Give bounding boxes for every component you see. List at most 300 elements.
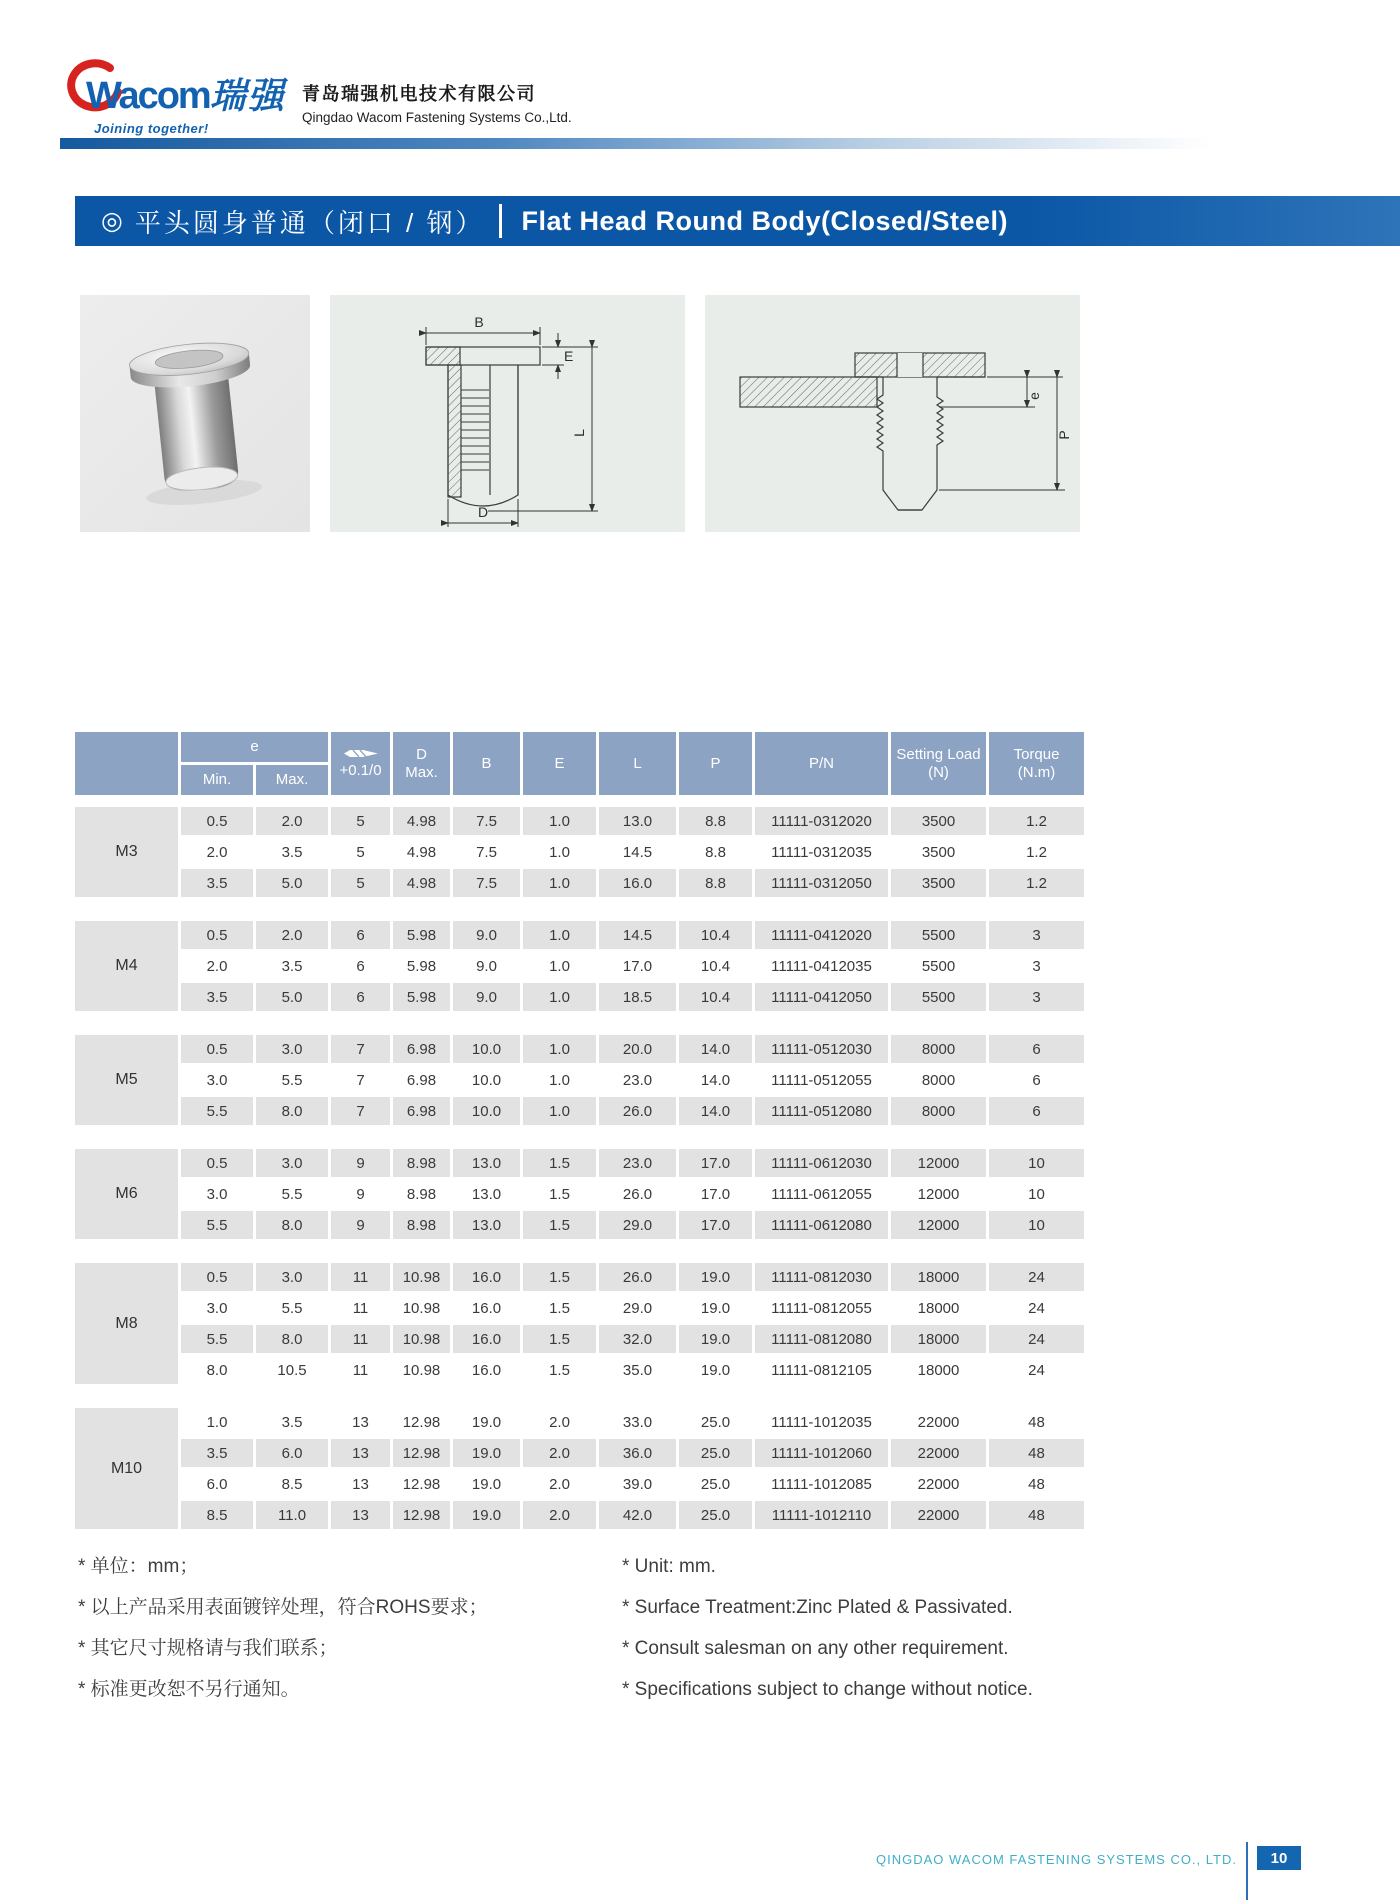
- table-cell: 10.5: [256, 1356, 328, 1384]
- table-cell: 1.0: [523, 952, 596, 980]
- table-cell: 12.98: [393, 1470, 450, 1498]
- table-cell: 11111-1012085: [755, 1470, 888, 1498]
- table-cell: 1.0: [523, 983, 596, 1011]
- brand-logo: [72, 68, 307, 140]
- table-cell: 3: [989, 952, 1084, 980]
- table-cell: 11111-0812080: [755, 1325, 888, 1353]
- table-cell: 1.5: [523, 1149, 596, 1177]
- table-cell: 18000: [891, 1294, 986, 1322]
- table-cell: 11111-1012110: [755, 1501, 888, 1529]
- table-cell: 16.0: [453, 1356, 520, 1384]
- table-cell: 39.0: [599, 1470, 676, 1498]
- table-cell: 13: [331, 1470, 390, 1498]
- table-cell: 3.0: [256, 1263, 328, 1291]
- table-cell: 3.0: [181, 1180, 253, 1208]
- table-cell: 29.0: [599, 1294, 676, 1322]
- table-cell: 8.98: [393, 1149, 450, 1177]
- table-cell: 10: [989, 1149, 1084, 1177]
- table-cell: 19.0: [453, 1408, 520, 1436]
- note-line: * Unit: mm.: [622, 1556, 716, 1577]
- footer-divider-line: [1246, 1842, 1248, 1900]
- table-cell: 10: [989, 1180, 1084, 1208]
- header-drill: [331, 732, 390, 795]
- table-cell: 1.2: [989, 807, 1084, 835]
- rivet-nut-installed-drawing: [705, 295, 1080, 532]
- table-cell: 1.5: [523, 1180, 596, 1208]
- table-cell: 1.5: [523, 1211, 596, 1239]
- table-cell: 11111-0812055: [755, 1294, 888, 1322]
- header-e: e: [181, 732, 328, 762]
- drawing-section-panel: [330, 295, 685, 532]
- table-cell: 1.0: [523, 869, 596, 897]
- table-cell: 11.0: [256, 1501, 328, 1529]
- header-p: P: [679, 732, 752, 795]
- table-cell: 3: [989, 921, 1084, 949]
- header-load-line1: Setting Load: [896, 746, 981, 764]
- header-load-line2: (N): [928, 763, 949, 781]
- table-cell: 24: [989, 1294, 1084, 1322]
- note-line: * 标准更改恕不另行通知。: [78, 1679, 300, 1700]
- note-line: * 其它尺寸规格请与我们联系；: [78, 1638, 338, 1659]
- table-cell: 4.98: [393, 838, 450, 866]
- table-cell: 26.0: [599, 1263, 676, 1291]
- table-cell: 10.0: [453, 1066, 520, 1094]
- table-cell: 22000: [891, 1408, 986, 1436]
- table-cell: 6.98: [393, 1035, 450, 1063]
- table-cell: 2.0: [523, 1439, 596, 1467]
- table-cell: 8.98: [393, 1211, 450, 1239]
- table-cell: 4.98: [393, 869, 450, 897]
- table-cell: 22000: [891, 1439, 986, 1467]
- table-cell: 36.0: [599, 1439, 676, 1467]
- table-cell: 11111-0312050: [755, 869, 888, 897]
- table-cell: 11: [331, 1263, 390, 1291]
- table-cell: 22000: [891, 1501, 986, 1529]
- table-cell: 13: [331, 1408, 390, 1436]
- header-e2: E: [523, 732, 596, 795]
- table-cell: 3.5: [256, 1408, 328, 1436]
- table-cell: 19.0: [453, 1439, 520, 1467]
- dim-label-B: B: [474, 314, 484, 330]
- table-cell: 1.2: [989, 838, 1084, 866]
- table-cell: 7.5: [453, 838, 520, 866]
- dim-label-D: D: [477, 504, 489, 520]
- table-cell: 10.98: [393, 1294, 450, 1322]
- table-cell: 12.98: [393, 1408, 450, 1436]
- table-cell: 0.5: [181, 921, 253, 949]
- drawing-installed-panel: [705, 295, 1080, 532]
- table-cell: 5.5: [256, 1294, 328, 1322]
- table-cell: 14.5: [599, 838, 676, 866]
- table-cell: 48: [989, 1470, 1084, 1498]
- table-cell: 20.0: [599, 1035, 676, 1063]
- table-cell: 9: [331, 1180, 390, 1208]
- table-cell: 19.0: [679, 1263, 752, 1291]
- table-cell: 8.98: [393, 1180, 450, 1208]
- table-cell: 29.0: [599, 1211, 676, 1239]
- table-cell: 3500: [891, 807, 986, 835]
- table-cell: 5.5: [256, 1066, 328, 1094]
- table-cell: 6: [989, 1035, 1084, 1063]
- table-cell: 0.5: [181, 1035, 253, 1063]
- notes-en-list: [622, 1546, 1033, 1710]
- table-cell: 2.0: [181, 838, 253, 866]
- table-cell: 5.98: [393, 952, 450, 980]
- table-cell: 11: [331, 1356, 390, 1384]
- table-cell: 1.5: [523, 1356, 596, 1384]
- size-group-rows: [181, 921, 1084, 1011]
- table-cell: 17.0: [599, 952, 676, 980]
- table-cell: 4.98: [393, 807, 450, 835]
- size-group-m10: [75, 1408, 1087, 1529]
- table-cell: 5.0: [256, 983, 328, 1011]
- size-group-m6: [75, 1149, 1087, 1239]
- table-cell: 19.0: [453, 1470, 520, 1498]
- table-cell: 10.98: [393, 1356, 450, 1384]
- table-cell: 8000: [891, 1066, 986, 1094]
- table-cell: 10.0: [453, 1035, 520, 1063]
- table-cell: 12000: [891, 1180, 986, 1208]
- table-cell: 5.0: [256, 869, 328, 897]
- company-name-block: [302, 80, 572, 125]
- header-setting-load: [891, 732, 986, 795]
- table-cell: 7: [331, 1035, 390, 1063]
- table-cell: 9.0: [453, 952, 520, 980]
- table-cell: 5.5: [181, 1211, 253, 1239]
- table-cell: 3: [989, 983, 1084, 1011]
- table-cell: 10.98: [393, 1325, 450, 1353]
- header-e-min: Min.: [181, 765, 253, 795]
- table-cell: 11111-0512080: [755, 1097, 888, 1125]
- table-cell: 6.98: [393, 1097, 450, 1125]
- size-label: M4: [75, 921, 178, 1011]
- table-cell: 6: [331, 983, 390, 1011]
- header-torque-line1: Torque: [1013, 746, 1060, 764]
- table-cell: 42.0: [599, 1501, 676, 1529]
- rivet-nut-photo: [80, 295, 310, 532]
- table-cell: 11111-0612030: [755, 1149, 888, 1177]
- header-d-sub-label: Max.: [405, 763, 438, 781]
- table-cell: 11: [331, 1294, 390, 1322]
- table-cell: 1.0: [523, 1097, 596, 1125]
- table-cell: 18000: [891, 1263, 986, 1291]
- size-group-rows: [181, 1408, 1084, 1529]
- table-cell: 3.5: [181, 1439, 253, 1467]
- table-cell: 3.5: [181, 869, 253, 897]
- table-cell: 6.98: [393, 1066, 450, 1094]
- note-line: * Specifications subject to change without notice.: [622, 1679, 1033, 1700]
- table-cell: 5500: [891, 921, 986, 949]
- table-cell: 25.0: [679, 1439, 752, 1467]
- size-label: M6: [75, 1149, 178, 1239]
- size-label: M5: [75, 1035, 178, 1125]
- table-cell: 24: [989, 1263, 1084, 1291]
- size-group-m8: [75, 1263, 1087, 1384]
- table-cell: 11111-1012060: [755, 1439, 888, 1467]
- table-cell: 11111-0812105: [755, 1356, 888, 1384]
- table-cell: 5.98: [393, 921, 450, 949]
- table-cell: 1.0: [523, 1066, 596, 1094]
- table-cell: 7.5: [453, 807, 520, 835]
- table-cell: 11111-0412050: [755, 983, 888, 1011]
- product-photo-panel: [80, 295, 310, 532]
- table-cell: 11111-0512055: [755, 1066, 888, 1094]
- table-cell: 6.0: [256, 1439, 328, 1467]
- size-group-rows: [181, 1263, 1084, 1384]
- header-d-label: D: [416, 746, 427, 764]
- table-cell: 11111-0312020: [755, 807, 888, 835]
- table-cell: 11: [331, 1325, 390, 1353]
- size-group-rows: [181, 807, 1084, 897]
- table-cell: 3.0: [256, 1035, 328, 1063]
- table-cell: 24: [989, 1356, 1084, 1384]
- table-cell: 2.0: [523, 1408, 596, 1436]
- table-cell: 23.0: [599, 1066, 676, 1094]
- table-cell: 3500: [891, 838, 986, 866]
- table-cell: 13.0: [453, 1211, 520, 1239]
- table-cell: 6: [989, 1066, 1084, 1094]
- table-cell: 7.5: [453, 869, 520, 897]
- table-cell: 1.0: [523, 921, 596, 949]
- table-cell: 17.0: [679, 1149, 752, 1177]
- table-cell: 6.0: [181, 1470, 253, 1498]
- table-cell: 7: [331, 1097, 390, 1125]
- table-cell: 35.0: [599, 1356, 676, 1384]
- table-cell: 1.0: [523, 838, 596, 866]
- table-cell: 2.0: [523, 1470, 596, 1498]
- table-cell: 8.0: [256, 1325, 328, 1353]
- table-cell: 12.98: [393, 1501, 450, 1529]
- table-cell: 12000: [891, 1211, 986, 1239]
- table-cell: 16.0: [453, 1294, 520, 1322]
- table-cell: 5: [331, 807, 390, 835]
- table-cell: 11111-0812030: [755, 1263, 888, 1291]
- table-cell: 3.5: [181, 983, 253, 1011]
- table-cell: 8.5: [181, 1501, 253, 1529]
- table-cell: 8.8: [679, 838, 752, 866]
- table-cell: 11111-1012035: [755, 1408, 888, 1436]
- table-cell: 3500: [891, 869, 986, 897]
- table-cell: 13: [331, 1439, 390, 1467]
- table-cell: 1.5: [523, 1294, 596, 1322]
- table-cell: 12000: [891, 1149, 986, 1177]
- table-cell: 19.0: [679, 1356, 752, 1384]
- table-cell: 5.5: [181, 1097, 253, 1125]
- table-cell: 11111-0612055: [755, 1180, 888, 1208]
- table-cell: 33.0: [599, 1408, 676, 1436]
- table-cell: 10.0: [453, 1097, 520, 1125]
- table-cell: 48: [989, 1408, 1084, 1436]
- notes-cn-list: [78, 1546, 488, 1710]
- note-line: * 单位：mm；: [78, 1556, 199, 1577]
- table-cell: 2.0: [256, 807, 328, 835]
- table-cell: 18000: [891, 1325, 986, 1353]
- table-cell: 8.0: [256, 1211, 328, 1239]
- table-cell: 8.0: [256, 1097, 328, 1125]
- company-name-cn: 青岛瑞强机电技术有限公司: [302, 84, 536, 104]
- table-cell: 1.0: [181, 1408, 253, 1436]
- table-cell: 14.0: [679, 1066, 752, 1094]
- header-e-max: Max.: [256, 765, 328, 795]
- note-line: * Surface Treatment:Zinc Plated & Passivated.: [622, 1597, 1013, 1618]
- table-cell: 14.0: [679, 1035, 752, 1063]
- table-cell: 3.0: [181, 1066, 253, 1094]
- table-cell: 2.0: [256, 921, 328, 949]
- page-number-badge: 10: [1257, 1846, 1301, 1870]
- spec-table-header: [75, 732, 1087, 795]
- size-group-m5: [75, 1035, 1087, 1125]
- table-groups: [75, 807, 1087, 1529]
- table-cell: 6: [331, 921, 390, 949]
- table-cell: 12.98: [393, 1439, 450, 1467]
- table-cell: 10.4: [679, 983, 752, 1011]
- table-cell: 6: [989, 1097, 1084, 1125]
- dim-label-P: P: [1056, 430, 1072, 440]
- table-cell: 25.0: [679, 1501, 752, 1529]
- table-cell: 16.0: [453, 1263, 520, 1291]
- header-d: [393, 732, 450, 795]
- table-cell: 11111-0412020: [755, 921, 888, 949]
- table-cell: 16.0: [453, 1325, 520, 1353]
- table-cell: 0.5: [181, 1149, 253, 1177]
- table-cell: 8.8: [679, 869, 752, 897]
- size-label: M8: [75, 1263, 178, 1384]
- header-pn: P/N: [755, 732, 888, 795]
- section-title-bar: [75, 196, 1400, 246]
- table-cell: 25.0: [679, 1408, 752, 1436]
- table-cell: 5500: [891, 952, 986, 980]
- table-cell: 25.0: [679, 1470, 752, 1498]
- table-cell: 8000: [891, 1035, 986, 1063]
- dim-label-L: L: [571, 429, 587, 437]
- table-cell: 5: [331, 838, 390, 866]
- table-cell: 3.0: [256, 1149, 328, 1177]
- title-separator: [499, 204, 502, 238]
- size-label: M10: [75, 1408, 178, 1529]
- title-bullet-icon: ◎: [101, 207, 123, 235]
- table-cell: 3.5: [256, 952, 328, 980]
- table-cell: 13.0: [453, 1149, 520, 1177]
- dim-label-e: e: [1026, 392, 1042, 400]
- dim-label-E: E: [564, 348, 574, 364]
- table-cell: 5.98: [393, 983, 450, 1011]
- drill-bit-icon: [343, 748, 379, 759]
- table-cell: 6: [331, 952, 390, 980]
- table-cell: 22000: [891, 1470, 986, 1498]
- table-cell: 17.0: [679, 1180, 752, 1208]
- table-cell: 2.0: [523, 1501, 596, 1529]
- table-cell: 1.0: [523, 807, 596, 835]
- rivet-nut-section-drawing: [330, 295, 685, 532]
- table-cell: 11111-0512030: [755, 1035, 888, 1063]
- table-cell: 8.5: [256, 1470, 328, 1498]
- footer-company-name: QINGDAO WACOM FASTENING SYSTEMS CO., LTD.: [876, 1852, 1237, 1867]
- table-cell: 10.4: [679, 921, 752, 949]
- table-cell: 5: [331, 869, 390, 897]
- table-cell: 11111-0612080: [755, 1211, 888, 1239]
- table-cell: 9.0: [453, 983, 520, 1011]
- table-cell: 13.0: [599, 807, 676, 835]
- table-cell: 18000: [891, 1356, 986, 1384]
- table-cell: 11111-0412035: [755, 952, 888, 980]
- table-cell: 3.0: [181, 1294, 253, 1322]
- table-cell: 0.5: [181, 807, 253, 835]
- size-label: M3: [75, 807, 178, 897]
- size-group-rows: [181, 1035, 1084, 1125]
- table-cell: 16.0: [599, 869, 676, 897]
- note-line: * Consult salesman on any other requirement.: [622, 1638, 1009, 1659]
- table-cell: 9.0: [453, 921, 520, 949]
- header-size-col: [75, 732, 178, 795]
- table-cell: 5.5: [181, 1325, 253, 1353]
- table-cell: 13.0: [453, 1180, 520, 1208]
- table-cell: 8.8: [679, 807, 752, 835]
- table-cell: 10.4: [679, 952, 752, 980]
- table-cell: 3.5: [256, 838, 328, 866]
- table-cell: 26.0: [599, 1097, 676, 1125]
- table-cell: 9: [331, 1211, 390, 1239]
- table-cell: 5500: [891, 983, 986, 1011]
- logo-tagline: Joining together!: [94, 121, 209, 136]
- table-cell: 11111-0312035: [755, 838, 888, 866]
- logo-brand-cn-text: 瑞强: [209, 75, 286, 116]
- table-cell: 14.0: [679, 1097, 752, 1125]
- table-cell: 10.98: [393, 1263, 450, 1291]
- table-cell: 7: [331, 1066, 390, 1094]
- table-cell: 1.0: [523, 1035, 596, 1063]
- table-cell: 1.5: [523, 1325, 596, 1353]
- header-l: L: [599, 732, 676, 795]
- header-torque: [989, 732, 1084, 795]
- table-cell: 10: [989, 1211, 1084, 1239]
- table-cell: 14.5: [599, 921, 676, 949]
- table-cell: 1.5: [523, 1263, 596, 1291]
- header-drill-tolerance: +0.1/0: [339, 761, 382, 779]
- note-line: * 以上产品采用表面镀锌处理，符合ROHS要求；: [78, 1597, 488, 1618]
- company-name-en: Qingdao Wacom Fastening Systems Co.,Ltd.: [302, 110, 572, 125]
- table-cell: 24: [989, 1325, 1084, 1353]
- table-cell: 9: [331, 1149, 390, 1177]
- table-cell: 23.0: [599, 1149, 676, 1177]
- table-cell: 26.0: [599, 1180, 676, 1208]
- table-cell: 19.0: [679, 1325, 752, 1353]
- table-cell: 0.5: [181, 1263, 253, 1291]
- table-cell: 13: [331, 1501, 390, 1529]
- logo-brand-text: Wacom: [86, 75, 210, 117]
- table-cell: 17.0: [679, 1211, 752, 1239]
- header-torque-line2: (N.m): [1017, 763, 1056, 781]
- size-group-m4: [75, 921, 1087, 1011]
- table-cell: 48: [989, 1439, 1084, 1467]
- table-cell: 2.0: [181, 952, 253, 980]
- table-cell: 8000: [891, 1097, 986, 1125]
- table-cell: 1.2: [989, 869, 1084, 897]
- table-cell: 32.0: [599, 1325, 676, 1353]
- table-cell: 19.0: [453, 1501, 520, 1529]
- table-cell: 48: [989, 1501, 1084, 1529]
- section-title-cn: 平头圆身普通（闭口 / 钢）: [134, 207, 485, 238]
- table-cell: 8.0: [181, 1356, 253, 1384]
- header-b: B: [453, 732, 520, 795]
- table-cell: 18.5: [599, 983, 676, 1011]
- table-cell: 19.0: [679, 1294, 752, 1322]
- section-title-en: Flat Head Round Body(Closed/Steel): [521, 205, 1009, 236]
- header-divider-bar: [60, 138, 1310, 149]
- spec-table: [75, 732, 1087, 1553]
- table-cell: 5.5: [256, 1180, 328, 1208]
- size-group-m3: [75, 807, 1087, 897]
- size-group-rows: [181, 1149, 1084, 1239]
